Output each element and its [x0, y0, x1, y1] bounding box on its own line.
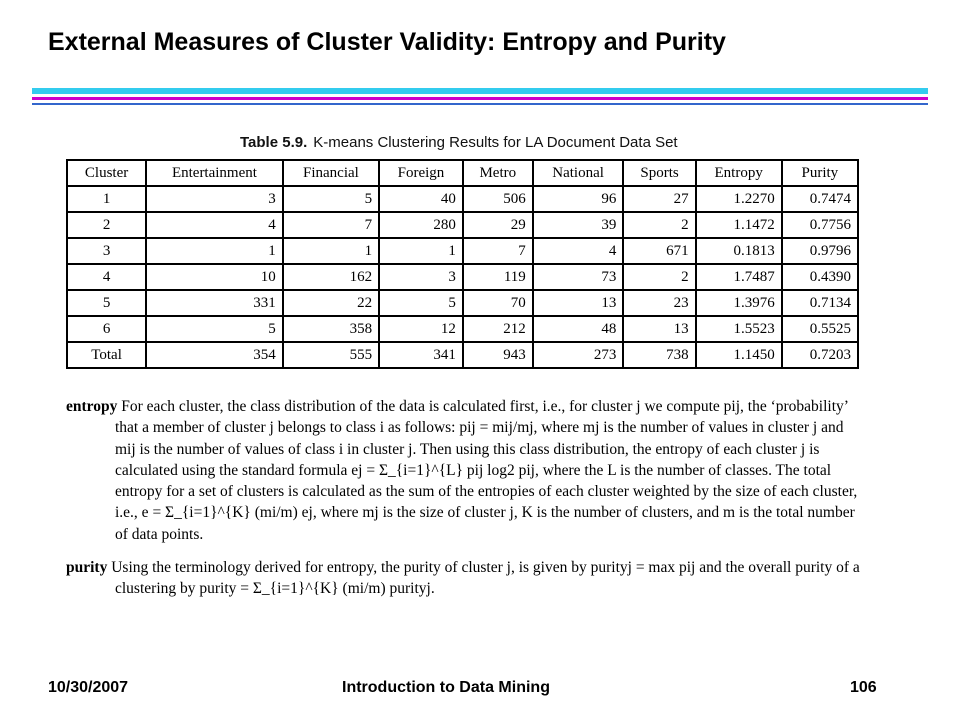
title-rule-blue	[32, 103, 928, 105]
table-header-cell: Entropy	[696, 160, 782, 186]
table-header-cell: Entertainment	[146, 160, 283, 186]
table-cell: 1	[379, 238, 463, 264]
table-row	[67, 290, 858, 316]
table-row-label: 6	[67, 316, 146, 342]
table-caption-label: Table 5.9.	[240, 134, 308, 151]
table-row-label: Total	[67, 342, 146, 368]
table-cell: 1.3976	[696, 290, 782, 316]
table-header-cell: Foreign	[379, 160, 463, 186]
table-cell: 23	[623, 290, 695, 316]
table-cell: 943	[463, 342, 533, 368]
table-cell: 506	[463, 186, 533, 212]
entropy-text: For each cluster, the class distribution of the data is calculated first, i.e., for cluster j we compute pij, the ‘probability’ that a member of cluster j belongs to class i as follows: pij = mij/mj, where mj is the number of values in cluster j and mij is the number of values of class i in cluster j. Then using this class distribution, the entropy of each cluster j is calculated using the standard formula ej = Σ_{i=1}^{L} pij log2 pij, where the L is the number of classes. The total entropy for a set of clusters is calculated as the sum of the entropies of each cluster weighted by the size of each cluster, i.e., e = Σ_{i=1}^{K} (mi/m) ej, where mj is the size of cluster j, K is the number of clusters, and m is the total number of data points.	[115, 398, 858, 543]
table-cell: 0.7474	[782, 186, 858, 212]
table-cell: 3	[379, 264, 463, 290]
table-row	[67, 186, 858, 212]
table-cell: 273	[533, 342, 624, 368]
table-header-cell: Purity	[782, 160, 858, 186]
table-row	[67, 342, 858, 368]
table-cell: 22	[283, 290, 379, 316]
table-cell: 354	[146, 342, 283, 368]
table-header-cell: Cluster	[67, 160, 146, 186]
table-cell: 2	[623, 264, 695, 290]
table-cell: 212	[463, 316, 533, 342]
table-cell: 29	[463, 212, 533, 238]
table-cell: 1	[146, 238, 283, 264]
table-row	[67, 238, 858, 264]
table-cell: 96	[533, 186, 624, 212]
table-cell: 1.5523	[696, 316, 782, 342]
footer-date: 10/30/2007	[48, 679, 129, 696]
table-row-label: 5	[67, 290, 146, 316]
table-row-label: 1	[67, 186, 146, 212]
table-cell: 13	[533, 290, 624, 316]
table-cell: 1.7487	[696, 264, 782, 290]
table-cell: 341	[379, 342, 463, 368]
slide-title: External Measures of Cluster Validity: Entropy and Purity	[48, 28, 726, 56]
table-cell: 1.1472	[696, 212, 782, 238]
title-rule-cyan	[32, 88, 928, 94]
table-cell: 4	[146, 212, 283, 238]
title-rule-magenta	[32, 97, 928, 100]
table-row	[67, 264, 858, 290]
table-caption	[240, 134, 678, 151]
table-cell: 2	[623, 212, 695, 238]
footer-course: Introduction to Data Mining	[342, 679, 550, 696]
table-cell: 0.4390	[782, 264, 858, 290]
table-cell: 12	[379, 316, 463, 342]
table-cell: 7	[463, 238, 533, 264]
table-cell: 7	[283, 212, 379, 238]
table-cell: 10	[146, 264, 283, 290]
clustering-results-table	[66, 159, 859, 369]
table-cell: 73	[533, 264, 624, 290]
table-cell: 738	[623, 342, 695, 368]
table-cell: 555	[283, 342, 379, 368]
table-row	[67, 316, 858, 342]
purity-term: purity	[66, 559, 108, 577]
table-cell: 0.5525	[782, 316, 858, 342]
table-header-cell: National	[533, 160, 624, 186]
table-cell: 0.9796	[782, 238, 858, 264]
table-cell: 5	[379, 290, 463, 316]
table-cell: 4	[533, 238, 624, 264]
entropy-definition	[66, 396, 866, 545]
table-cell: 1.1450	[696, 342, 782, 368]
entropy-term: entropy	[66, 398, 118, 415]
table-row-label: 4	[67, 264, 146, 290]
table-cell: 331	[146, 290, 283, 316]
table-cell: 1.2270	[696, 186, 782, 212]
table-row-label: 2	[67, 212, 146, 238]
table-cell: 39	[533, 212, 624, 238]
table-header-cell: Metro	[463, 160, 533, 186]
table-row-label: 3	[67, 238, 146, 264]
purity-definition	[66, 557, 866, 600]
table-cell: 70	[463, 290, 533, 316]
table-cell: 40	[379, 186, 463, 212]
table-cell: 0.7134	[782, 290, 858, 316]
footer-page-number: 106	[850, 679, 877, 696]
purity-text: Using the terminology derived for entropy, the purity of cluster j, is given by purityj = max pij and the overall purity of a clustering by purity = Σ_{i=1}^{K} (mi/m) purityj.	[111, 559, 860, 598]
table-cell: 358	[283, 316, 379, 342]
table-cell: 0.7203	[782, 342, 858, 368]
table-cell: 3	[146, 186, 283, 212]
table-cell: 13	[623, 316, 695, 342]
table-caption-text: K-means Clustering Results for LA Document Data Set	[313, 134, 678, 151]
table-header-row	[67, 160, 858, 186]
table-cell: 162	[283, 264, 379, 290]
table-cell: 0.7756	[782, 212, 858, 238]
definitions	[66, 396, 866, 612]
table-cell: 27	[623, 186, 695, 212]
table-cell: 5	[283, 186, 379, 212]
table-cell: 119	[463, 264, 533, 290]
table-header-cell: Sports	[623, 160, 695, 186]
table-cell: 671	[623, 238, 695, 264]
table-row	[67, 212, 858, 238]
table-cell: 0.1813	[696, 238, 782, 264]
table-cell: 48	[533, 316, 624, 342]
table-cell: 5	[146, 316, 283, 342]
table-cell: 1	[283, 238, 379, 264]
table-cell: 280	[379, 212, 463, 238]
table-header-cell: Financial	[283, 160, 379, 186]
